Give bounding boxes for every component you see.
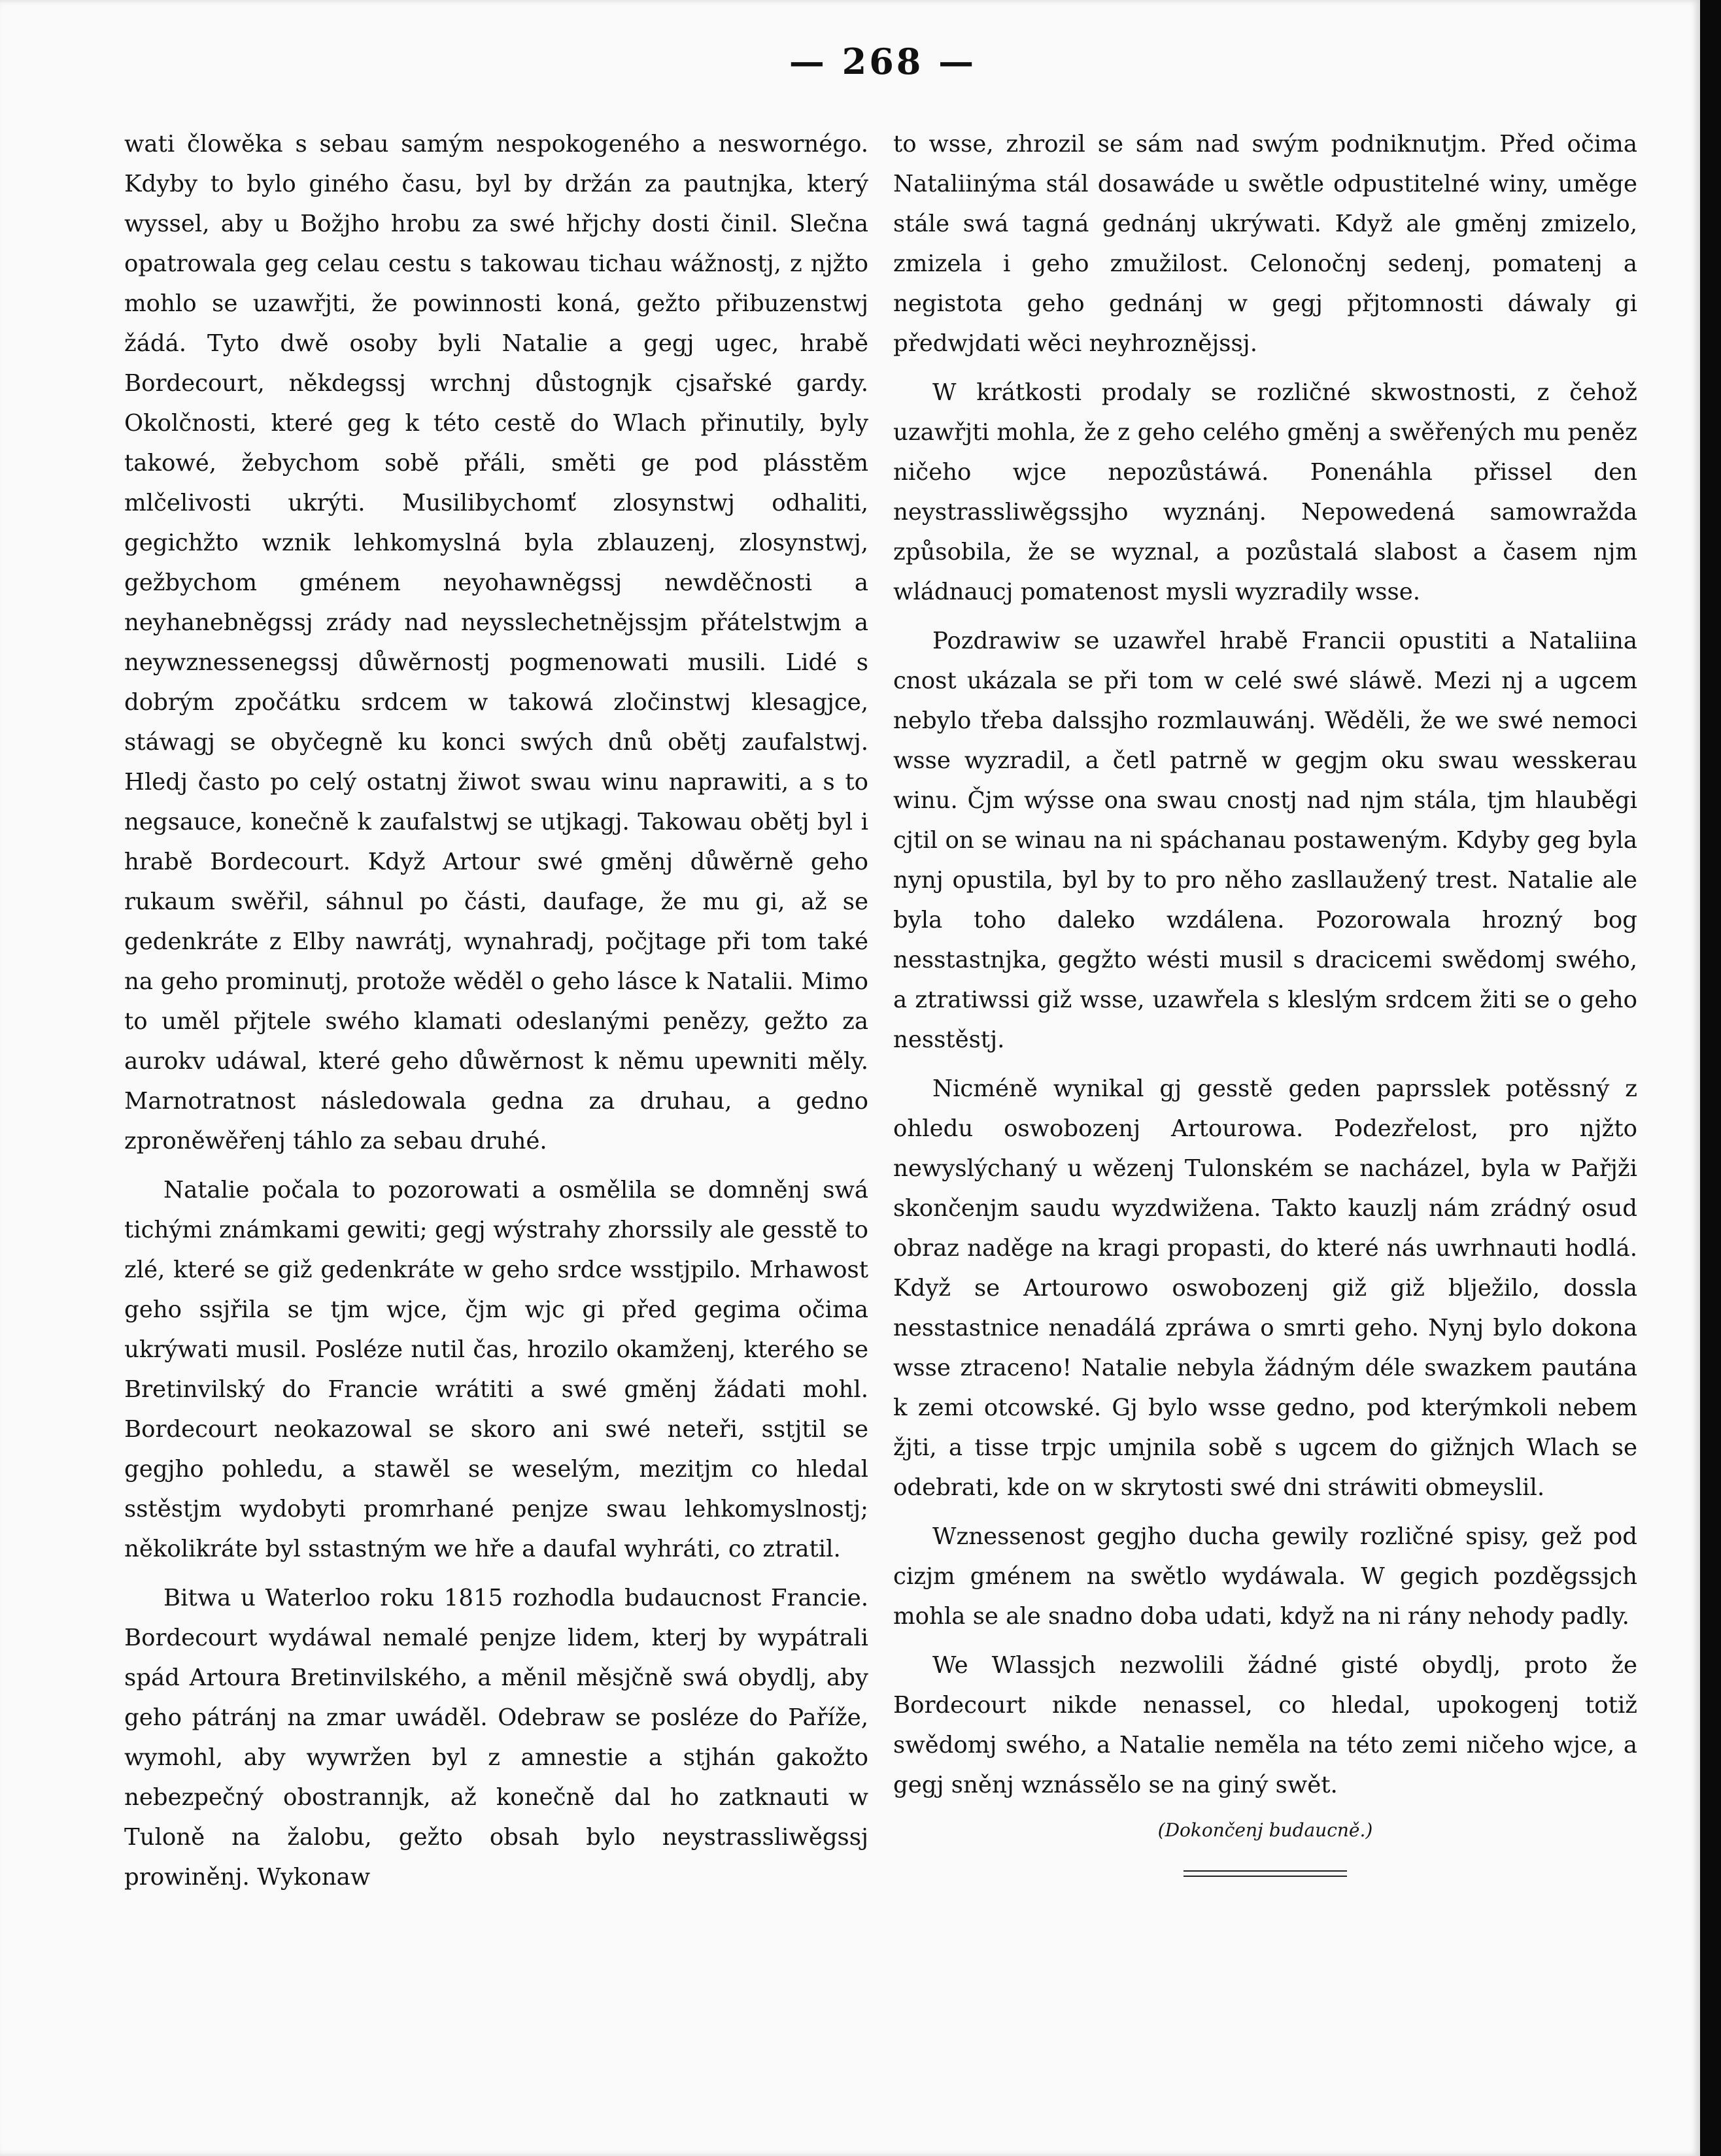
page-number: — 268 — (789, 41, 977, 82)
paragraph: wati člowěka s sebau samým nespokogeného a neswornégo. Kdyby to bylo giného času, byl by držán za pautnjka, který wyssel, aby u Božjho hrobu za swé hřjchy dosti činil. Slečna opatrowala geg celau cestu s takowau tichau wážnostj, z njžto mohlo se uzawřjti, že powinnosti koná, gežto přibuzenstwj žádá. Tyto dwě osoby byli Natalie a gegj ugec, hrabě Bordecourt, někdegssj wrchnj důstognjk cjsařské gardy. Okolčnosti, které geg k této cestě do Wlach přinutily, byly takowé, žebychom sobě přáli, směti ge pod plásstěm mlčelivosti ukrýti. Musilibychomť zlosynstwj odhaliti, gegichžto wznik lehkomyslná byla zblauzenj, zlosynstwj, gežbychom gménem neyohawněgssj newděčnosti a neyhanebněgssj zrády nad neysslechetnějssjm přátelstwjm a neywznessenegssj důwěrnostj pogmenowati musili. Lidé s dobrým zpočátku srdcem w takowá zločinstwj klesagjce, stáwagj se obyčegně ku konci swých dnů obětj zaufalstwj. Hledj často po celý ostatnj žiwot swau winu naprawiti, a s to negsauce, konečně k zaufalstwj se utjkagj. Takowau obětj byl i hrabě Bordecourt. Když Artour swé gměnj důwěrně geho rukaum swěřil, sáhnul po části, daufage, že mu gi, až se gedenkráte z Elby nawrátj, wynahradj, počjtage při tom také na geho prominutj, protože wěděl o geho lásce k Natalii. Mimo to uměl přjtele swého klamati odeslanými penězy, gežto za aurokv udáwal, které geho důwěrnost k němu upewniti měly. Marnotratnost následowala gedna za druhau, a gedno zproněwěřenj táhlo za sebau druhé. (124, 131, 868, 1154)
double-rule-divider (1184, 1870, 1347, 1877)
paragraph: W krátkosti prodaly se rozličné skwostnosti, z čehož uzawřjti mohla, že z geho celého gměnj a swěřených mu peněz ničeho wjce nepozůstáwá. Ponenáhla přissel den neystrassliwěgssjho wyznánj. Nepowedená samowražda způsobila, že se wyznal, a pozůstalá slabost a časem njm wládnaucj pomatenost mysli wyzradily wsse. (893, 379, 1637, 605)
paragraph: Pozdrawiw se uzawřel hrabě Francii opustiti a Nataliina cnost ukázala se při tom w celé swé sláwě. Mezi nj a ugcem nebylo třeba dalssjho rozmlauwánj. Wěděli, že we swé nemoci wsse wyzradil, a četl patrně w gegjm oku swau wesskerau winu. Čjm wýsse ona swau cnostj nad njm stála, tjm hlauběgi cjtil on se winau na ni spáchanau postaweným. Kdyby geg byla nynj opustila, byl by to pro něho zasllaužený trest. Natalie ale byla toho daleko wzdálena. Pozorowala hrozný bog nesstastnjka, gegžto wésti musil s dracicemi swědomj swého, a ztratiwssi giž wsse, uzawřela s kleslým srdcem žiti se o geho nesstěstj. (893, 628, 1637, 1053)
paragraph: Nicméně wynikal gj gesstě geden paprsslek potěssný z ohledu oswobozenj Artourowa. Podezřelost, pro njžto newyslýchaný u wězenj Tulonském se nacházel, byla w Pařjži skončenjm saudu wyzdwižena. Takto kauzlj nám zrádný osud obraz naděge na kragi propasti, do které nás uwrhnauti hodlá. Když se Artourowo oswobozenj giž giž blježilo, dossla nesstastnice nenadálá zpráwa o smrti geho. Nynj bylo dokona wsse ztraceno! Natalie nebyla žádným déle swazkem pautána k zemi otcowské. Gj bylo wsse gedno, pod kterýmkoli nebem žjti, a tisse trpjc umjnila sobě s ugcem do gižnjch Wlach se odebrati, kde on w skrytosti swé dni stráwiti obmeyslil. (893, 1075, 1637, 1501)
page-edge-shadow (1700, 0, 1721, 2156)
paragraph: We Wlassjch nezwolili žádné gisté obydlj, proto že Bordecourt nikde nenassel, co hledal, upokogenj totiž swědomj swého, a Natalie neměla na této zemi ničeho wjce, a gegj sněnj wznássělo se na giný swět. (893, 1652, 1637, 1798)
paragraph: Natalie počala to pozorowati a osmělila se domněnj swá tichými známkami gewiti; gegj wýstrahy zhorssily ale gesstě to zlé, které se giž gedenkráte w geho srdce wsstjpilo. Mrhawost geho ssjřila se tjm wjce, čjm wjc gi před gegima očima ukrýwati musil. Posléze nutil čas, hrozilo okamženj, kterého se Bretinvilský do Francie wrátiti a swé gměnj žádati mohl. Bordecourt neokazowal se skoro ani swé neteři, sstjtil se gegjho pohledu, a stawěl se weselým, mezitjm co hledal sstěstjm wydobyti promrhané penjze swau lehkomyslnostj; několikráte byl sstastným we hře a daufal wyhráti, co ztratil. (124, 1177, 868, 1562)
continuation-note: (Dokončenj budaucně.) (1157, 1819, 1373, 1841)
paragraph: to wsse, zhrozil se sám nad swým podniknutjm. Před očima Nataliinýma stál dosawáde u swětle odpustitelné winy, uměge stále swá tagná gednánj ukrýwati. Když ale gměnj zmizelo, zmizela i geho zmužilost. Celonočnj sedenj, pomatenj a negistota geho gednánj w gegj přjtomnosti dáwaly gi předwjdati wěci neyhroznějssj. (893, 131, 1637, 357)
paragraph: Bitwa u Waterloo roku 1815 rozhodla budaucnost Francie. Bordecourt wydáwal nemalé penjze lidem, kterj by wypátrali spád Artoura Bretinvilského, a měnil měsjčně swá obydlj, aby geho pátránj na zmar uwáděl. Odebraw se posléze do Paříže, wymohl, aby wywržen byl z amnestie a stjhán gakožto nebezpečný obostrannjk, až konečně dal ho zatknauti w Tuloně na žalobu, gežto obsah bylo neystrassliwěgssj prowiněnj. Wykonaw (124, 1585, 868, 1891)
paragraph: Wznessenost gegjho ducha gewily rozličné spisy, gež pod cizjm gménem na swětlo wydáwala. W gegich pozděgssjch mohla se ale snadno doba udati, když na ni rány nehody padly. (893, 1523, 1637, 1630)
left-column (124, 124, 868, 1897)
right-column (893, 124, 1637, 1877)
